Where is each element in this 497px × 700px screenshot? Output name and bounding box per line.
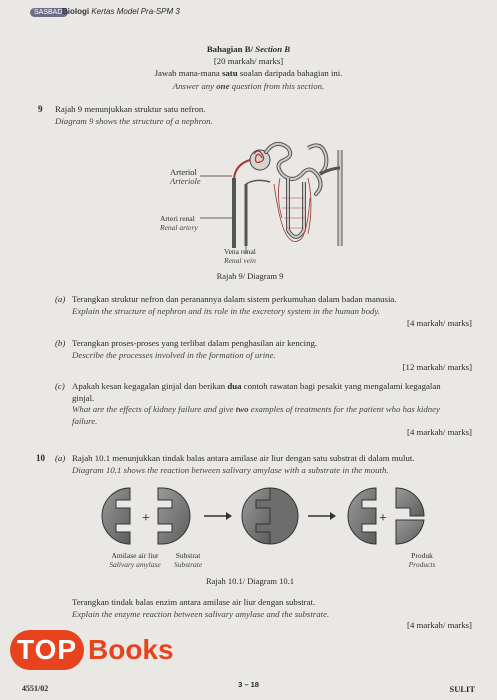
q9a-text-en: Explain the structure of nephron and its role in the excretory system in the human body. bbox=[72, 305, 380, 316]
q10-intro bbox=[72, 453, 482, 476]
q10a-marks: [4 markah/ marks] bbox=[407, 620, 472, 630]
enzyme-substrate-complex bbox=[242, 488, 298, 544]
section-title-en: Section B bbox=[255, 44, 291, 54]
q10a-task bbox=[72, 597, 482, 620]
footer-code: 4551/02 bbox=[22, 684, 49, 693]
q9b-text-ms: Terangkan proses-proses yang terlibat dalam penghasilan air kencing. bbox=[72, 338, 318, 348]
plus-sign-1: + bbox=[142, 511, 150, 526]
header-title: Kertas Model Pra-SPM 3 bbox=[91, 7, 180, 16]
section-instruction-ms: Jawab mana-mana satu soalan daripada bahagian ini. bbox=[154, 68, 343, 78]
q9c-text-en-2: failure. bbox=[72, 415, 98, 426]
q9c-text-ms: Apakah kesan kegagalan ginjal dan berikan dua contoh rawatan bagi pesakit yang mengalami kegagalan bbox=[72, 381, 441, 391]
q9a-marks: [4 markah/ marks] bbox=[407, 318, 472, 328]
enzyme-reaction-diagram bbox=[90, 484, 430, 548]
q9c-text-ms-2: ginjal. bbox=[72, 392, 95, 403]
plus-sign-2: + bbox=[379, 511, 387, 526]
watermark-books: Books bbox=[88, 634, 174, 665]
q9a-text-ms: Terangkan struktur nefron dan peranannya dalam sistem perkumuhan dalam badan manusia. bbox=[72, 294, 397, 304]
label-arteriole: Arteriol Arteriole bbox=[170, 167, 201, 186]
topbooks-watermark bbox=[10, 630, 174, 670]
diagram-9-caption: Rajah 9/ Diagram 9 bbox=[216, 271, 284, 281]
substrate-shape bbox=[158, 488, 190, 544]
products-shape bbox=[396, 488, 424, 544]
reaction-arrow-1 bbox=[204, 512, 232, 520]
label-salivary-amylase: Amilase air liur Salivary amylase bbox=[109, 551, 161, 569]
diagram-10-1-caption: Rajah 10.1/ Diagram 10.1 bbox=[205, 576, 295, 586]
q9b-text-en: Describe the processes involved in the formation of urine. bbox=[72, 349, 276, 360]
q10-intro-en: Diagram 10.1 shows the reaction between salivary amylase with a substrate in the mouth. bbox=[72, 464, 389, 475]
nephron-diagram bbox=[170, 138, 360, 258]
label-products: Produk Products bbox=[408, 551, 436, 569]
q9c-text bbox=[72, 381, 482, 427]
page-number: 3 – 18 bbox=[238, 680, 259, 689]
footer-sulit: SULIT bbox=[449, 684, 475, 694]
page-header bbox=[62, 7, 180, 16]
reaction-arrow-2 bbox=[308, 512, 336, 520]
watermark-top: TOP bbox=[10, 630, 84, 670]
label-substrate: Substrat Substrate bbox=[173, 551, 203, 569]
q10a-task-en: Explain the enzyme reaction between salivary amylase and the substrate. bbox=[72, 608, 330, 619]
section-marks: [20 markah/ marks] bbox=[213, 56, 284, 66]
q9-intro-ms: Rajah 9 menunjukkan struktur satu nefron. bbox=[55, 104, 206, 114]
label-renal-artery: Arteri renal Renal artery bbox=[160, 214, 198, 232]
salivary-amylase-released bbox=[348, 488, 376, 544]
q9c-letter: (c) bbox=[55, 381, 65, 391]
q9c-text-en: What are the effects of kidney failure and give two examples of treatments for the patient who has kidney bbox=[72, 404, 440, 414]
section-title bbox=[0, 44, 497, 56]
label-renal-vein: Vena renal Renal vein bbox=[224, 247, 256, 265]
q9b-marks: [12 markah/ marks] bbox=[402, 362, 472, 372]
section-instruction-en: Answer any one question from this section. bbox=[172, 81, 325, 91]
q10a-task-ms: Terangkan tindak balas enzim antara amilase air liur dengan substrat. bbox=[72, 597, 316, 607]
salivary-amylase-shape bbox=[102, 488, 130, 544]
q9a-letter: (a) bbox=[55, 294, 66, 304]
q10a-letter: (a) bbox=[55, 453, 66, 463]
publisher-logo: SASBADI bbox=[30, 8, 68, 17]
q10-intro-ms: Rajah 10.1 menunjukkan tindak balas antara amilase air liur dengan satu substrat di dalam mulut. bbox=[72, 453, 415, 463]
afferent-arteriole bbox=[234, 160, 250, 178]
header-subject: Biologi bbox=[62, 7, 90, 16]
q9b-text bbox=[72, 338, 472, 361]
q9c-marks: [4 markah/ marks] bbox=[407, 427, 472, 437]
section-title-ms: Bahagian B/ bbox=[206, 44, 254, 54]
q9-intro-en: Diagram 9 shows the structure of a nephron. bbox=[55, 116, 213, 126]
question-9-number: 9 bbox=[38, 104, 43, 114]
q9b-letter: (b) bbox=[55, 338, 66, 348]
q9a-text bbox=[72, 294, 472, 317]
question-10-number: 10 bbox=[36, 453, 45, 463]
